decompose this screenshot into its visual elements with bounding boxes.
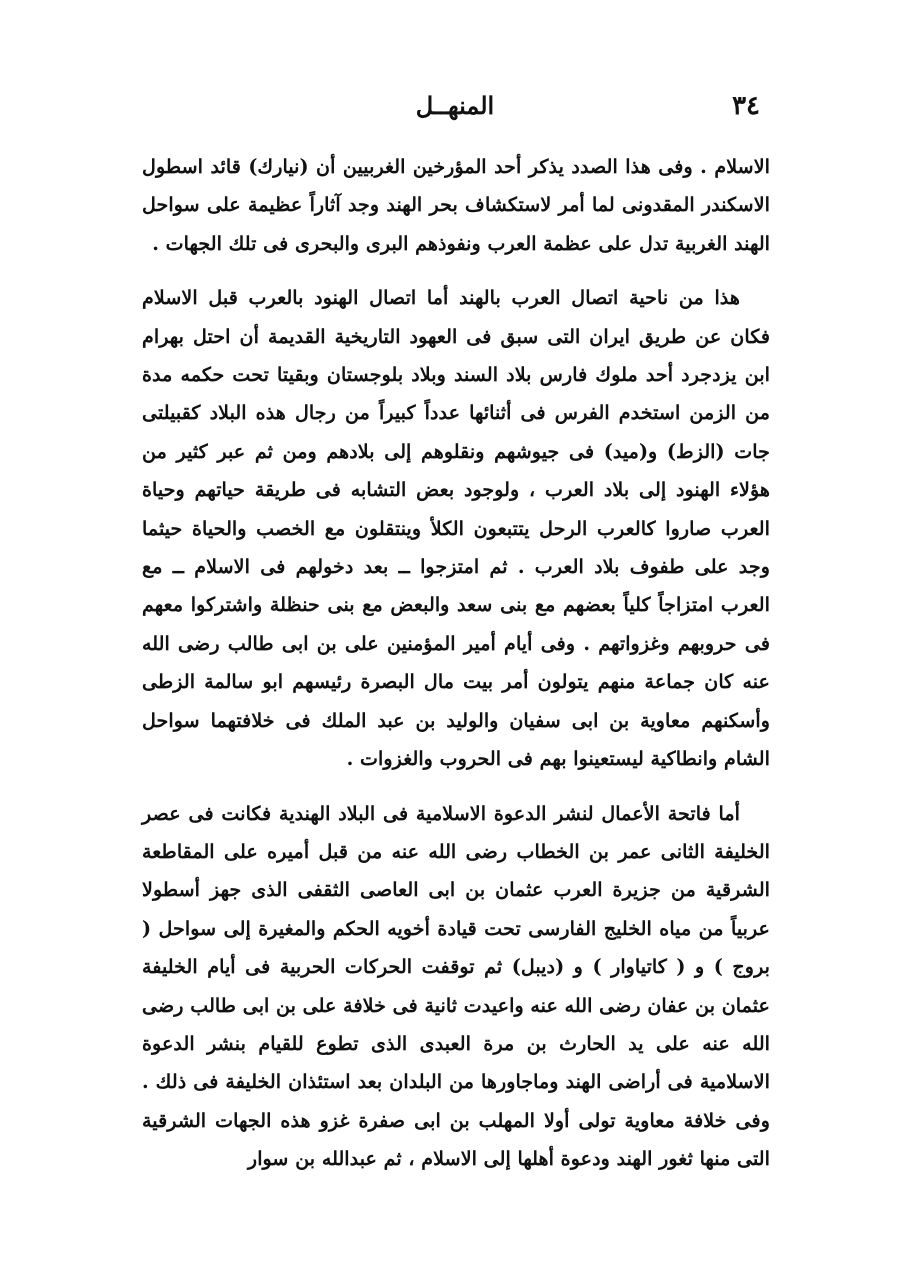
body-text	[142, 148, 770, 1179]
paragraph-2: هذا من ناحية اتصال العرب بالهند أما اتصال الهنود بالعرب قبل الاسلام فكان عن طريق ايران التى سبق فى العهود التاريخية القديمة أن احتل بهرام ابن يزدجرد أحد ملوك فارس بلاد السند وبلاد بلوجستان وبقيتا تحت حكمه مدة من الزمن استخدم الفرس فى أثنائها عدداً كبيراً من رجال هذه البلاد كقبيلتى جات (الزط) و(ميد) فى جيوشهم ونقلوهم إلى بلادهم ومن ثم عبر كثير من هؤلاء الهنود إلى بلاد العرب ، ولوجود بعض التشابه فى طريقة حياتهم وحياة العرب صاروا كالعرب الرحل يتتبعون الكلأ وينتقلون مع الخصب والحياة حيثما وجد على طفوف بلاد العرب . ثم امتزجوا ــ بعد دخولهم فى الاسلام ــ مع العرب امتزاجاً كلياً بعضهم مع بنى سعد والبعض مع بنى حنظلة واشتركوا معهم فى حروبهم وغزواتهم . وفى أيام أمير المؤمنين على بن ابى طالب رضى الله عنه كان جماعة منهم يتولون أمر بيت مال البصرة رئيسهم ابو سالمة الزطى وأسكنهم معاوية بن ابى سفيان والوليد بن عبد الملك فى خلافتهما سواحل الشام وانطاكية ليستعينوا بهم فى الحروب والغزوات .	[142, 286, 770, 771]
paragraph-1: الاسلام . وفى هذا الصدد يذكر أحد المؤرخين الغربيين أن (نيارك) قائد اسطول الاسكندر المقدونى لما أمر لاستكشاف بحر الهند وجد آثاراً عظيمة على سواحل الهند الغربية تدل على عظمة العرب ونفوذهم البرى والبحرى فى تلك الجهات .	[142, 155, 770, 255]
journal-title: المنهــل	[415, 91, 495, 120]
running-head	[150, 88, 760, 124]
page-number: ٣٤	[732, 91, 760, 121]
paragraph-3: أما فاتحة الأعمال لنشر الدعوة الاسلامية فى البلاد الهندية فكانت فى عصر الخليفة الثانى عمر بن الخطاب رضى الله عنه من قبل أميره على المقاطعة الشرقية من جزيرة العرب عثمان بن ابى العاصى الثقفى الذى جهز أسطولا عربياً من مياه الخليج الفارسى تحت قيادة أخويه الحكم والمغيرة إلى سواحل ( بروج ) و ( كاتياوار ) و (ديبل) ثم توقفت الحركات الحربية فى أيام الخليفة عثمان بن عفان رضى الله عنه واعيدت ثانية فى خلافة على بن ابى طالب رضى الله عنه على يد الحارث بن مرة العبدى الذى تطوع للقيام بنشر الدعوة الاسلامية فى أراضى الهند وماجاورها من البلدان بعد استئذان الخليفة فى ذلك . وفى خلافة معاوية تولى أولا المهلب بن ابى صفرة غزو هذه الجهات الشرقية التى منها ثغور الهند ودعوة أهلها إلى الاسلام ، ثم عبدالله بن سوار	[142, 801, 770, 1171]
